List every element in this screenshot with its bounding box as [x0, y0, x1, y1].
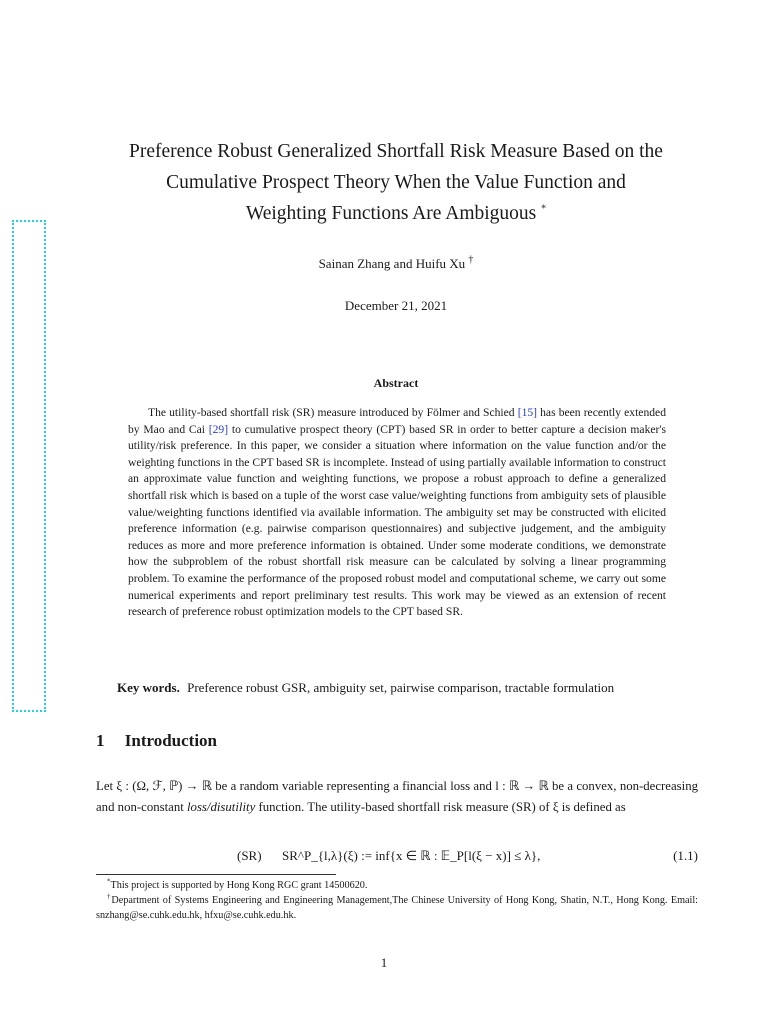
abstract-body — [128, 405, 666, 621]
citation-link-15[interactable]: [15] — [517, 406, 538, 419]
title-footnote-mark: * — [541, 203, 547, 215]
intro-text-b: function. The utility-based shortfall risk measure (SR) of ξ is defined as — [255, 799, 626, 814]
arxiv-stamp-frame — [12, 220, 46, 712]
abstract-heading: Abstract — [373, 376, 419, 390]
page-number: 1 — [380, 955, 388, 970]
paper-title — [80, 136, 712, 229]
title-line-3: Weighting Functions Are Ambiguous — [245, 203, 537, 224]
paper-date: December 21, 2021 — [344, 298, 448, 313]
citation-link-29[interactable]: [29] — [208, 422, 229, 436]
section-title: Introduction — [124, 731, 218, 750]
intro-paragraph — [96, 776, 698, 817]
footnote-1-mark: * — [107, 877, 111, 886]
footnote-1-text: This project is supported by Hong Kong RGC grant 14500620. — [110, 880, 368, 891]
abstract-text-a: The utility-based shortfall risk (SR) measure introduced by Fölmer and Schied — [148, 406, 515, 419]
equation-body: SR^P_{l,λ}(ξ) := inf{x ∈ ℝ : 𝔼_P[l(ξ − x)] ≤ λ}, — [282, 848, 541, 863]
footnote-rule — [96, 874, 336, 875]
footnote-2-mark: † — [107, 892, 112, 901]
author-names: Sainan Zhang and Huifu Xu — [318, 256, 466, 271]
section-heading-introduction — [96, 731, 217, 751]
equation-number: (1.1) — [673, 848, 698, 863]
abstract-text-b: has been recently extended by Mao and Cai — [128, 406, 666, 436]
section-number: 1 — [96, 731, 105, 750]
footnotes — [96, 878, 698, 923]
author-footnote-mark: † — [468, 254, 474, 266]
authors — [80, 256, 712, 272]
footnote-2 — [96, 893, 698, 923]
intro-text-a: Let ξ : (Ω, ℱ, ℙ) → ℝ be a random variable representing a financial loss and l : ℝ → ℝ be a convex, non-decreasing and non-constant — [96, 779, 698, 814]
intro-italic-term: loss/disutility — [186, 799, 256, 814]
keywords-text: Preference robust GSR, ambiguity set, pairwise comparison, tractable formulation — [187, 680, 615, 695]
footnote-2-text: Department of Systems Engineering and Engineering Management,The Chinese University of Hong Kong, Shatin, N.T., Hong Kong. Email: snzhang@se.cuhk.edu.hk, hfxu@se.cuhk.edu.hk. — [96, 895, 699, 921]
title-line-1: Preference Robust Generalized Shortfall Risk Measure Based on the — [129, 141, 663, 162]
abstract-text-c: to cumulative prospect theory (CPT) based SR in order to better capture a decision maker's utility/risk preference. In this paper, we consider a situation where information on the value function and/or the weighting functions in the CPT based SR is incomplete. Instead of using partially available information to construct an approximate value function and weighting functions, we propose a robust approach to define a generalized shortfall risk which is based on a tuple of the worst case value/weighting functions from ambiguity sets of plausible value/weighting functions identified via available information. The ambiguity set may be constructed with elicited preference information (e.g. pairwise comparison questionnaires) and subjective judgement, and the ambiguity reduces as more and more preference information is obtained. Under some moderate conditions, we demonstrate how the subproblem of the robust shortfall risk measure can be calculated by solving a linear programming problem. To examine the performance of the proposed robust model and computational scheme, we carry out some numerical experiments and report preliminary test results. This work may be viewed as an extension of recent research of preference robust optimization models to the CPT based SR. — [128, 422, 666, 619]
keywords-label: Key words. — [117, 680, 180, 695]
keywords — [117, 680, 717, 696]
footnote-1 — [96, 878, 698, 893]
title-line-2: Cumulative Prospect Theory When the Value Function and — [166, 172, 626, 193]
equation-label: (SR) — [237, 848, 262, 863]
title-line-3-wrap — [80, 198, 712, 229]
